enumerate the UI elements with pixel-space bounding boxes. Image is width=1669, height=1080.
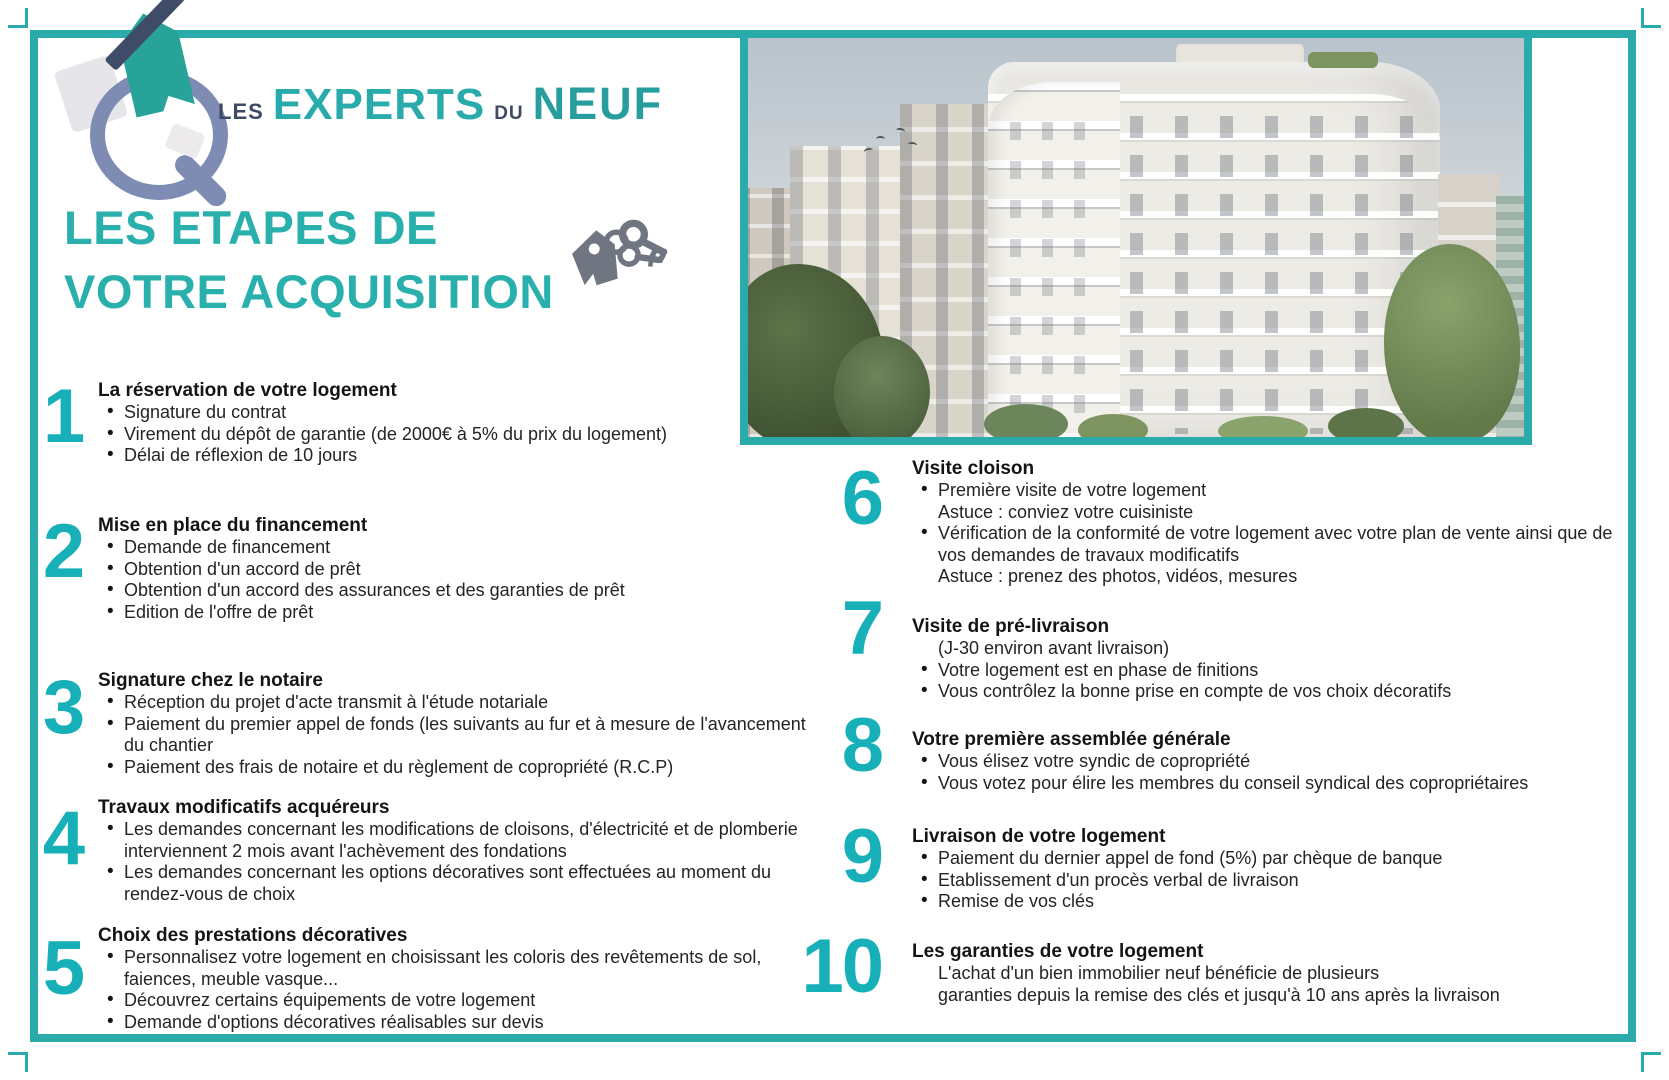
step-10: [794, 924, 1624, 1009]
photo-roof-garden: [1308, 52, 1378, 68]
step-2: [30, 509, 824, 623]
photo-tree: [834, 336, 930, 445]
step-number: 6: [841, 456, 882, 541]
building-photo: [740, 30, 1532, 445]
corner-mark-top-right: [1641, 8, 1661, 28]
step-bullet-item: • Obtention d'un accord des assurances et des garanties de prêt: [98, 580, 824, 602]
step-number: 5: [42, 926, 84, 1011]
step-4: [30, 797, 824, 905]
step-number: 3: [42, 665, 84, 750]
logo-word-neuf: NEUF: [532, 78, 664, 129]
page-title-line1: LES ETAPES DE: [64, 201, 438, 254]
photo-shrub: [984, 404, 1068, 444]
step-bullet-item: • Délai de réflexion de 10 jours: [98, 445, 824, 467]
step-note-line: L'achat d'un bien immobilier neuf bénéficie de plusieurs: [938, 963, 1380, 983]
step-body: [98, 670, 824, 778]
step-title: Travaux modificatifs acquéreurs: [98, 797, 390, 818]
step-title: Visite cloison: [912, 458, 1035, 479]
corner-mark-bottom-left: [8, 1052, 28, 1072]
step-bullet-item: • Vérification de la conformité de votre logement avec votre plan de vente ainsi que de vos demandes de travaux modificatifs: [912, 523, 1624, 566]
photo-bird: [876, 136, 885, 142]
step-body: [912, 729, 1624, 794]
step-bullet-item: • Découvrez certains équipements de votre logement: [98, 990, 824, 1012]
step-title: Livraison de votre logement: [912, 826, 1166, 847]
step-number: 1: [42, 374, 84, 459]
step-body: [912, 616, 1624, 703]
step-title: Les garanties de votre logement: [912, 941, 1204, 962]
step-note-line: garanties depuis la remise des clés et jusqu'à 10 ans après la livraison: [938, 984, 1500, 1005]
corner-mark-bottom-right: [1641, 1052, 1661, 1072]
step-bullet-item: • Vous votez pour élire les membres du conseil syndical des copropriétaires: [912, 773, 1624, 795]
step-note-line: Astuce : prenez des photos, vidéos, mesures: [938, 566, 1298, 586]
step-title: Votre première assemblée générale: [912, 729, 1231, 750]
photo-bird: [908, 142, 918, 149]
step-note-line: Astuce : conviez votre cuisiniste: [938, 501, 1194, 522]
step-bullet-item: • Réception du projet d'acte transmit à l'étude notariale: [98, 692, 824, 714]
step-bullet-item: • Paiement du dernier appel de fond (5%) par chèque de banque: [912, 848, 1624, 870]
step-bullet-item: • Edition de l'offre de prêt: [98, 602, 824, 624]
step-bullet-item: • Personnalisez votre logement en choisissant les coloris des revêtements de sol, faiences, meuble vasque...: [98, 947, 824, 990]
step-number: 7: [841, 586, 882, 671]
step-title: Visite de pré-livraison: [912, 616, 1110, 637]
step-bullet-item: • Demande de financement: [98, 537, 824, 559]
step-7: [794, 586, 1624, 703]
step-bullet-item: • Les demandes concernant les modifications de cloisons, d'électricité et de plomberie interviennent 2 mois avant l'achèvement des fondations: [98, 819, 824, 862]
house-keys-icon: [555, 215, 673, 308]
logo-word-les: LES: [218, 99, 264, 124]
logo-wordmark: [218, 78, 663, 130]
photo-bird: [896, 127, 906, 134]
step-8: [794, 703, 1624, 794]
step-note-line: (J-30 environ avant livraison): [938, 638, 1170, 658]
step-1: [30, 374, 824, 467]
step-3: [30, 665, 824, 778]
page-title-line2: VOTRE ACQUISITION: [64, 265, 554, 318]
step-bullet-item: • Virement du dépôt de garantie (de 2000€ à 5% du prix du logement): [98, 424, 824, 446]
page-title: [64, 196, 554, 324]
step-number: 9: [841, 814, 882, 899]
step-bullet-item: • Première visite de votre logement: [912, 480, 1624, 502]
photo-shrub: [1078, 414, 1148, 445]
step-5: [30, 925, 824, 1033]
corner-mark-top-left: [8, 8, 28, 28]
step-body: [98, 797, 824, 905]
step-bullet-item: • Remise de vos clés: [912, 891, 1624, 913]
step-number: 2: [42, 509, 84, 594]
step-body: [98, 925, 824, 1033]
step-title: Mise en place du financement: [98, 515, 368, 536]
step-bullet-item: • Vous contrôlez la bonne prise en compte de vos choix décoratifs: [912, 681, 1624, 703]
step-number: 4: [42, 796, 84, 881]
step-bullet-item: • Obtention d'un accord de prêt: [98, 559, 824, 581]
step-6: [794, 458, 1624, 588]
photo-tower-windows: [1010, 108, 1102, 428]
step-bullet-item: • Paiement des frais de notaire et du règlement de copropriété (R.C.P): [98, 757, 824, 779]
step-title: Choix des prestations décoratives: [98, 925, 408, 946]
photo-shrub: [1328, 408, 1404, 444]
photo-shrub: [1218, 416, 1308, 445]
step-bullet-item: • Paiement du premier appel de fonds (les suivants au fur et à mesure de l'avancement du chantier: [98, 714, 824, 757]
step-bullet-item: • Signature du contrat: [98, 402, 824, 424]
step-number: 10: [801, 924, 882, 1009]
step-body: [98, 380, 824, 467]
photo-tree: [1384, 244, 1520, 444]
step-number: 8: [841, 703, 882, 788]
step-bullet-item: • Vous élisez votre syndic de copropriété: [912, 751, 1624, 773]
photo-windows: [1130, 104, 1426, 434]
logo-word-experts: EXPERTS: [272, 80, 486, 129]
step-body: [912, 826, 1624, 913]
step-bullet-item: • Votre logement est en phase de finitions: [912, 660, 1624, 682]
step-bullet-item: • Etablissement d'un procès verbal de livraison: [912, 870, 1624, 892]
logo-word-du: DU: [494, 103, 524, 124]
step-title: Signature chez le notaire: [98, 670, 323, 691]
step-body: [912, 941, 1624, 1006]
step-bullet-item: • Demande d'options décoratives réalisables sur devis: [98, 1012, 824, 1034]
logo: [60, 0, 720, 195]
step-body: [98, 515, 824, 623]
step-title: La réservation de votre logement: [98, 380, 397, 401]
step-9: [794, 814, 1624, 913]
step-body: [912, 458, 1624, 588]
step-bullet-item: • Les demandes concernant les options décoratives sont effectuées au moment du rendez-vous de choix: [98, 862, 824, 905]
